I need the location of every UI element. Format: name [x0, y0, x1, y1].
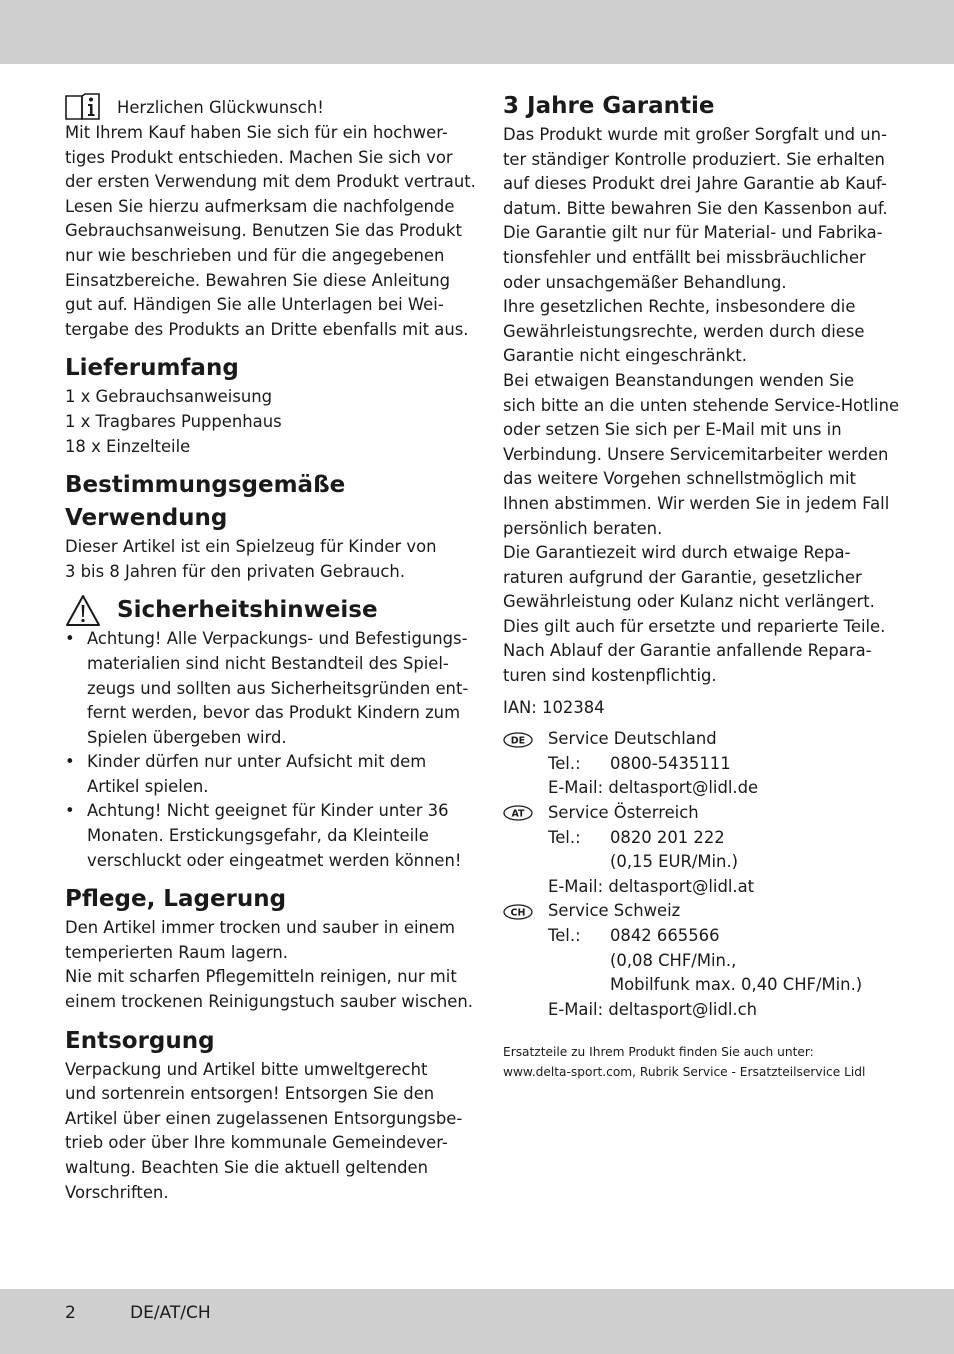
left-column [65, 90, 476, 1205]
garantie-line: Die Garantiezeit wird durch etwaige Repa- [503, 543, 851, 563]
intro-line: Lesen Sie hierzu aufmerksam die nachfolgende [65, 196, 455, 216]
garantie-line: Gewährleistung oder Kulanz nicht verlängert. [503, 592, 875, 612]
heading-sicherheit: Sicherheitshinweise [117, 597, 378, 624]
entsorgung-line: trieb oder über Ihre kommunale Gemeindever- [65, 1133, 448, 1153]
service-at [503, 801, 903, 899]
email-address[interactable]: deltasport@lidl.de [608, 778, 759, 798]
bullet-mark: • [65, 752, 75, 772]
section-pflege [65, 883, 473, 1014]
garantie-line: turen sind kostenpflichtig. [503, 666, 717, 686]
country-badge-de-icon [503, 732, 533, 748]
garantie-line: Dies gilt auch für ersetzte und reparierte Teile. [503, 616, 886, 636]
intro-line: tergabe des Produkts an Dritte ebenfalls mit aus. [65, 319, 469, 339]
footnote-link[interactable]: www.delta-sport.com, Rubrik Service - Ersatzteilservice Lidl [503, 1065, 866, 1080]
tel-label: Tel.: [548, 753, 581, 773]
service-name: Service Deutschland [548, 729, 717, 749]
email-label: E-Mail: [548, 778, 604, 798]
entsorgung-line: Verpackung und Artikel bitte umweltgerecht [65, 1059, 428, 1079]
intro-greeting-row [65, 93, 465, 121]
garantie-line: ter ständiger Kontrolle produziert. Sie erhalten [503, 149, 885, 169]
section-lieferumfang [65, 352, 465, 459]
service-ch [503, 899, 903, 1022]
phone-number[interactable]: 0842 665566 [610, 926, 720, 945]
manual-info-icon [65, 93, 101, 121]
intro-text [65, 121, 476, 342]
garantie-text [503, 123, 903, 689]
garantie-line: Bei etwaigen Beanstandungen wenden Sie [503, 370, 855, 390]
garantie-line: Ihre gesetzlichen Rechte, insbesondere die [503, 297, 856, 317]
email-address[interactable]: deltasport@lidl.ch [608, 999, 758, 1019]
section-entsorgung [65, 1025, 465, 1206]
safety-bullet [65, 799, 465, 873]
country-code: DE [510, 735, 526, 747]
language-codes: DE/AT/CH [130, 1303, 211, 1323]
heading-entsorgung: Entsorgung [65, 1027, 215, 1054]
entsorgung-line: Vorschriften. [65, 1182, 169, 1202]
heading-verwendung-line: Bestimmungsgemäße [65, 472, 346, 499]
garantie-line: Verbindung. Unsere Servicemitarbeiter werden [503, 444, 889, 464]
delivery-item: 1 x Tragbares Puppenhaus [65, 411, 282, 431]
intro-line: Gebrauchsanweisung. Benutzen Sie das Produkt [65, 221, 462, 241]
pflege-line: temperierten Raum lagern. [65, 942, 288, 962]
ian-number: IAN: 102384 [503, 697, 605, 717]
entsorgung-line: Artikel über einen zugelassenen Entsorgungsbe- [65, 1108, 463, 1128]
garantie-line: Das Produkt wurde mit großer Sorgfalt und un- [503, 125, 887, 144]
email-label: E-Mail: [548, 876, 604, 896]
section-verwendung [65, 469, 465, 584]
footnote-line: Ersatzteile zu Ihrem Produkt finden Sie auch unter: [503, 1045, 814, 1060]
garantie-line: Ihnen abstimmen. Wir werden Sie in jedem Fall [503, 493, 890, 513]
garantie-line: sich bitte an die unten stehende Service-Hotline [503, 395, 900, 415]
tel-rate: (0,08 CHF/Min., [610, 950, 737, 970]
entsorgung-line: waltung. Beachten Sie die aktuell geltenden [65, 1158, 428, 1177]
garantie-line: Gewährleistungsrechte, werden durch diese [503, 321, 865, 341]
phone-number[interactable]: 0820 201 222 [610, 827, 725, 847]
garantie-line: datum. Bitte bewahren Sie den Kassenbon auf. [503, 198, 888, 218]
garantie-line: auf dieses Produkt drei Jahre Garantie ab Kauf- [503, 174, 887, 194]
bullet-mark: • [65, 801, 75, 821]
service-name: Service Schweiz [548, 901, 681, 921]
right-column [503, 90, 903, 1082]
safety-line: Achtung! Nicht geeignet für Kinder unter 36 [87, 801, 449, 821]
safety-line: fernt werden, bevor das Produkt Kindern zum [87, 703, 461, 723]
tel-rate: Mobilfunk max. 0,40 CHF/Min.) [610, 975, 863, 995]
garantie-line: oder setzen Sie sich per E-Mail mit uns in [503, 420, 842, 440]
pflege-line: Nie mit scharfen Pflegemitteln reinigen, nur mit [65, 967, 457, 987]
spare-parts-note [503, 1042, 903, 1082]
garantie-line: das weitere Vorgehen schnellstmöglich mit [503, 469, 856, 489]
garantie-line: tionsfehler und entfällt bei missbräuchlicher [503, 247, 866, 267]
entsorgung-line: und sortenrein entsorgen! Entsorgen Sie den [65, 1084, 435, 1104]
verwendung-line: Dieser Artikel ist ein Spielzeug für Kinder von [65, 537, 437, 557]
safety-bullet [65, 750, 465, 799]
intro-line: gut auf. Händigen Sie alle Unterlagen bei Wei- [65, 295, 444, 315]
country-code: AT [511, 808, 525, 820]
safety-line: verschluckt oder eingeatmet werden können! [87, 850, 462, 870]
heading-pflege: Pflege, Lagerung [65, 886, 287, 913]
sicherheit-heading-row [65, 594, 465, 627]
country-badge-at-icon [503, 805, 533, 821]
intro-greeting: Herzlichen Glückwunsch! [117, 98, 324, 118]
verwendung-line: 3 bis 8 Jahren für den privaten Gebrauch. [65, 561, 406, 581]
safety-line: Monaten. Erstickungsgefahr, da Kleinteile [87, 826, 429, 846]
garantie-line: raturen aufgrund der Garantie, gesetzlicher [503, 567, 862, 587]
garantie-line: Nach Ablauf der Garantie anfallende Repara- [503, 641, 872, 661]
page-number: 2 [65, 1303, 76, 1323]
garantie-line: Garantie nicht eingeschränkt. [503, 346, 747, 366]
safety-line: zeugs und sollten aus Sicherheitsgründen ent- [87, 678, 469, 698]
service-name: Service Österreich [548, 803, 699, 823]
intro-line: nur wie beschrieben und für die angegebenen [65, 245, 445, 265]
section-sicherheit [65, 594, 469, 873]
email-address[interactable]: deltasport@lidl.at [608, 876, 755, 896]
safety-bullet [65, 627, 469, 750]
bullet-mark: • [65, 629, 75, 649]
tel-label: Tel.: [548, 827, 581, 847]
garantie-line: persönlich beraten. [503, 518, 663, 538]
garantie-line: Die Garantie gilt nur für Material- und Fabrika- [503, 223, 883, 243]
intro-line: Mit Ihrem Kauf haben Sie sich für ein hochwer- [65, 123, 448, 142]
phone-number[interactable]: 0800-5435111 [610, 753, 731, 773]
intro-line: der ersten Verwendung mit dem Produkt vertraut. [65, 172, 476, 192]
safety-line: Artikel spielen. [87, 776, 209, 796]
heading-lieferumfang: Lieferumfang [65, 355, 239, 382]
heading-verwendung-line: Verwendung [65, 505, 228, 532]
header-bar [0, 0, 954, 64]
tel-rate: (0,15 EUR/Min.) [610, 852, 739, 872]
heading-garantie: 3 Jahre Garantie [503, 93, 715, 119]
safety-line: Spielen übergeben wird. [87, 727, 287, 747]
tel-label: Tel.: [548, 926, 581, 945]
country-badge-ch-icon [503, 904, 533, 920]
safety-line: Kinder dürfen nur unter Aufsicht mit dem [87, 752, 427, 772]
intro-line: Einsatzbereiche. Bewahren Sie diese Anleitung [65, 270, 451, 290]
email-label: E-Mail: [548, 999, 604, 1019]
garantie-line: oder unsachgemäßer Behandlung. [503, 272, 787, 292]
safety-line: Achtung! Alle Verpackungs- und Befestigungs- [87, 629, 468, 649]
service-de [503, 727, 903, 801]
delivery-item: 1 x Gebrauchsanweisung [65, 387, 273, 407]
delivery-item: 18 x Einzelteile [65, 436, 191, 456]
intro-line: tiges Produkt entschieden. Machen Sie sich vor [65, 147, 453, 167]
pflege-line: Den Artikel immer trocken und sauber in einem [65, 918, 455, 938]
safety-line: materialien sind nicht Bestandteil des Spiel- [87, 653, 449, 673]
warning-icon [65, 594, 101, 627]
country-code: CH [510, 907, 526, 919]
pflege-line: einem trockenen Reinigungstuch sauber wischen. [65, 992, 473, 1012]
